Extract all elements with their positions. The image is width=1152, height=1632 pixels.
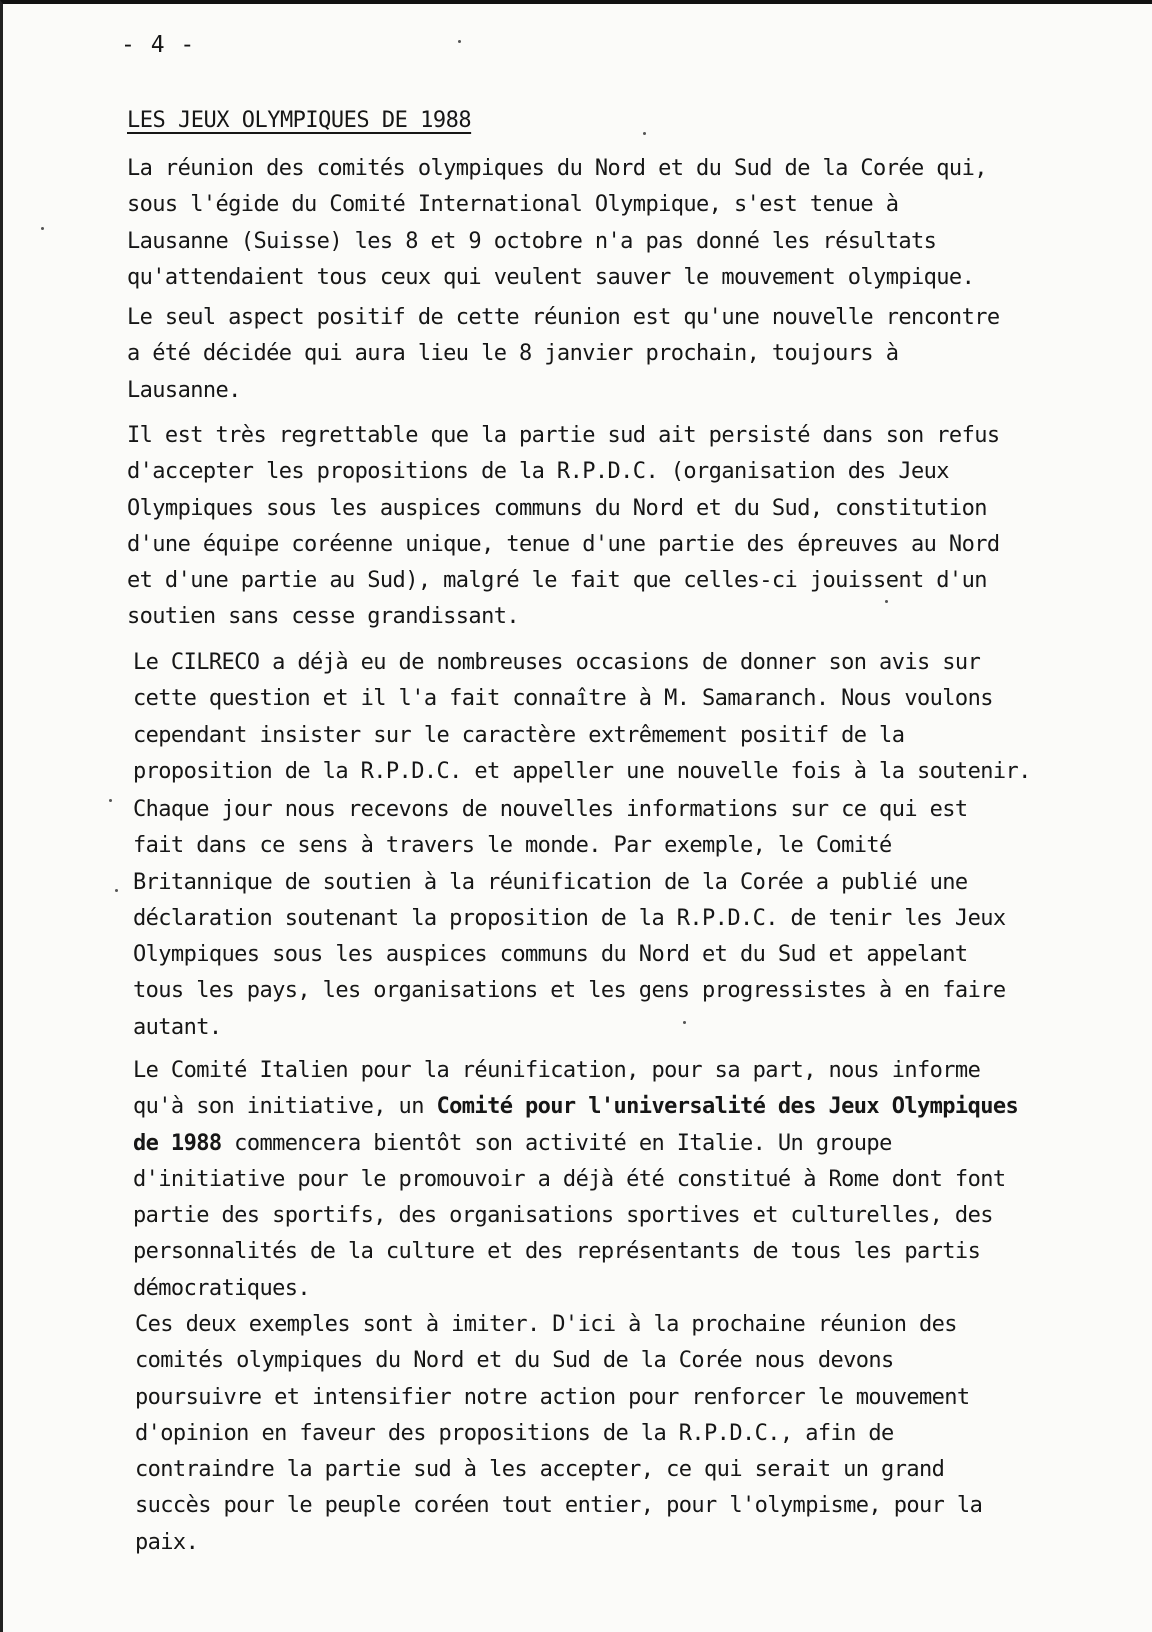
text-line <box>133 1126 1133 1162</box>
paragraph-1 <box>127 151 1127 296</box>
text-line: succès pour le peuple coréen tout entier, pour l'olympisme, pour la <box>135 1493 983 1519</box>
text-line: Ces deux exemples sont à imiter. D'ici à la prochaine réunion des <box>135 1312 957 1337</box>
paragraph-5 <box>133 792 1133 1046</box>
text-run: qu'à son initiative, un <box>133 1094 437 1120</box>
text-line: d'initiative pour le promouvoir a déjà été constitué à Rome dont font <box>133 1166 1006 1192</box>
text-line: démocratiques. <box>133 1275 311 1301</box>
text-line: a été décidée qui aura lieu le 8 janvier prochain, toujours à <box>127 341 899 367</box>
committee-year-bold: de 1988 <box>133 1130 222 1156</box>
text-line: Il est très regrettable que la partie sud ait persisté dans son refus <box>127 423 1000 448</box>
scan-speck <box>885 600 888 603</box>
scan-speck <box>109 799 112 802</box>
text-line: poursuivre et intensifier notre action pour renforcer le mouvement <box>135 1384 970 1410</box>
scan-speck <box>115 889 118 892</box>
paragraph-7 <box>135 1307 1135 1561</box>
scan-speck <box>458 40 461 43</box>
text-line: cependant insister sur le caractère extrêmement positif de la <box>133 722 905 748</box>
committee-name-bold: Comité pour l'universalité des Jeux Olympiques <box>436 1094 1019 1120</box>
scan-speck <box>643 132 646 135</box>
text-line: soutien sans cesse grandissant. <box>127 604 519 630</box>
text-line: fait dans ce sens à travers le monde. Par exemple, le Comité <box>133 833 892 859</box>
paragraph-4 <box>133 645 1133 790</box>
text-line: Lausanne (Suisse) les 8 et 9 octobre n'a pas donné les résultats <box>127 228 937 254</box>
paragraph-2 <box>127 300 1127 409</box>
text-line: paix. <box>135 1529 199 1555</box>
section-heading: LES JEUX OLYMPIQUES DE 1988 <box>127 108 472 133</box>
text-line: Chaque jour nous recevons de nouvelles informations sur ce qui est <box>133 797 968 822</box>
text-line: et d'une partie au Sud), malgré le fait que celles-ci jouissent d'un <box>127 568 987 594</box>
text-line: Le seul aspect positif de cette réunion est qu'une nouvelle rencontre <box>127 305 1000 330</box>
text-line: tous les pays, les organisations et les gens progressistes à en faire <box>133 978 1006 1004</box>
text-line: d'accepter les propositions de la R.P.D.C. (organisation des Jeux <box>127 459 949 485</box>
paragraph-3 <box>127 418 1127 636</box>
text-line: Britannique de soutien à la réunification de la Corée a publié une <box>133 869 968 895</box>
text-line: qu'attendaient tous ceux qui veulent sauver le mouvement olympique. <box>127 264 975 290</box>
text-line: Lausanne. <box>127 377 241 403</box>
text-line: Olympiques sous les auspices communs du Nord et du Sud et appelant <box>133 942 968 968</box>
text-line: Le CILRECO a déjà eu de nombreuses occasions de donner son avis sur <box>133 650 981 675</box>
text-run: commencera bientôt son activité en Italie. Un groupe <box>221 1130 892 1156</box>
text-line: partie des sportifs, des organisations sportives et culturelles, des <box>133 1203 993 1229</box>
text-line: d'opinion en faveur des propositions de la R.P.D.C., afin de <box>135 1420 894 1446</box>
text-line: cette question et il l'a fait connaître à M. Samaranch. Nous voulons <box>133 686 993 712</box>
page-number: - 4 - <box>121 32 196 58</box>
text-line: personnalités de la culture et des représentants de tous les partis <box>133 1239 981 1265</box>
text-line: sous l'égide du Comité International Olympique, s'est tenue à <box>127 192 899 218</box>
paragraph-6 <box>133 1053 1133 1307</box>
text-line: déclaration soutenant la proposition de la R.P.D.C. de tenir les Jeux <box>133 905 1006 931</box>
scan-speck <box>41 227 44 230</box>
text-line: proposition de la R.P.D.C. et appeller une nouvelle fois à la soutenir. <box>133 758 1031 784</box>
text-line: autant. <box>133 1014 222 1040</box>
text-line: Le Comité Italien pour la réunification, pour sa part, nous informe <box>133 1058 981 1083</box>
text-line: Olympiques sous les auspices communs du Nord et du Sud, constitution <box>127 495 987 521</box>
text-line: comités olympiques du Nord et du Sud de la Corée nous devons <box>135 1348 894 1374</box>
text-line: La réunion des comités olympiques du Nord et du Sud de la Corée qui, <box>127 156 987 181</box>
text-line <box>133 1089 1133 1125</box>
text-line: d'une équipe coréenne unique, tenue d'une partie des épreuves au Nord <box>127 531 1000 557</box>
scan-speck <box>683 1021 686 1024</box>
text-line: contraindre la partie sud à les accepter, ce qui serait un grand <box>135 1457 945 1483</box>
